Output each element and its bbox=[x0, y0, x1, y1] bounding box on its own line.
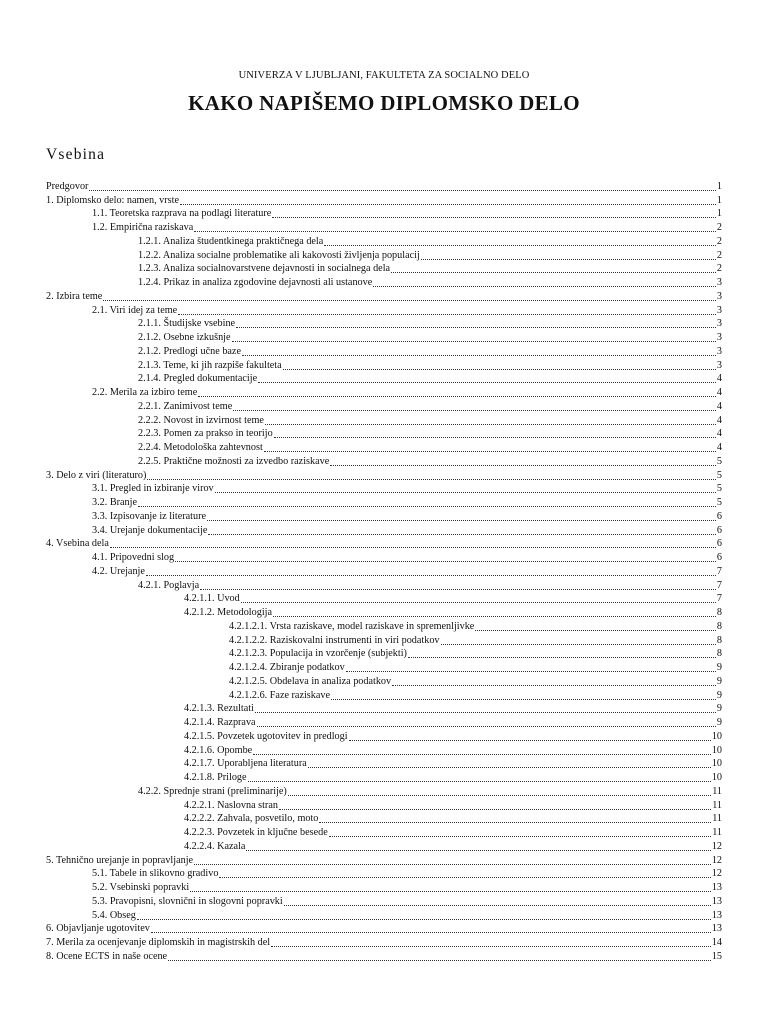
toc-entry-label: 4.2. Urejanje bbox=[92, 565, 145, 577]
toc-entry-label: 4.2.2. Sprednje strani (preliminarije) bbox=[138, 785, 287, 797]
toc-entry-label: 1.2. Empirična raziskava bbox=[92, 222, 194, 233]
toc-entry[interactable] bbox=[46, 482, 722, 496]
toc-entry[interactable] bbox=[46, 578, 722, 592]
toc-entry-label: 2.1.2. Osebne izkušnje bbox=[138, 332, 231, 343]
toc-dot-leader bbox=[194, 855, 711, 867]
toc-entry-page-number: 2 bbox=[716, 249, 722, 261]
toc-dot-leader bbox=[421, 250, 716, 262]
toc-entry-label: 2.2.4. Metodološka zahtevnost bbox=[138, 442, 263, 453]
toc-entry[interactable] bbox=[46, 275, 722, 289]
toc-entry[interactable] bbox=[46, 317, 722, 331]
toc-entry[interactable] bbox=[46, 495, 722, 509]
toc-entry-page-number: 6 bbox=[716, 510, 722, 522]
toc-entry-page-number: 8 bbox=[716, 620, 722, 632]
toc-entry[interactable] bbox=[46, 729, 722, 743]
toc-entry[interactable] bbox=[46, 330, 722, 344]
toc-dot-leader bbox=[272, 208, 716, 220]
toc-dot-leader bbox=[319, 813, 711, 825]
toc-dot-leader bbox=[271, 937, 711, 949]
toc-entry-label: 4.2.1.3. Rezultati bbox=[184, 703, 254, 715]
toc-dot-leader bbox=[331, 690, 716, 702]
toc-entry-label: 4.2.1.2.1. Vrsta raziskave, model raziskave in spremenljivke bbox=[229, 620, 475, 632]
toc-entry-label: 5.2. Vsebinski popravki bbox=[92, 882, 190, 893]
toc-dot-leader bbox=[330, 456, 716, 468]
toc-entry-page-number: 4 bbox=[716, 387, 722, 398]
toc-dot-leader bbox=[284, 896, 711, 908]
toc-entry-page-number: 9 bbox=[716, 689, 722, 701]
toc-entry-page-number: 10 bbox=[711, 758, 722, 770]
toc-entry[interactable] bbox=[46, 702, 722, 716]
toc-dot-leader bbox=[151, 923, 711, 935]
toc-dot-leader bbox=[103, 291, 716, 303]
toc-dot-leader bbox=[274, 428, 716, 440]
toc-entry-label: 4.2.1.4. Razprava bbox=[184, 717, 256, 728]
toc-entry-label: 4.2.1.1. Uvod bbox=[184, 593, 240, 605]
toc-entry[interactable] bbox=[46, 949, 722, 963]
toc-entry[interactable] bbox=[46, 619, 722, 633]
toc-dot-leader bbox=[198, 387, 716, 399]
toc-entry-page-number: 9 bbox=[716, 662, 722, 673]
toc-dot-leader bbox=[146, 566, 716, 578]
toc-entry-page-number: 6 bbox=[716, 538, 722, 550]
toc-entry-label: 4.2.1.2.2. Raziskovalni instrumenti in viri podatkov bbox=[229, 634, 440, 646]
toc-entry[interactable] bbox=[46, 509, 722, 523]
toc-dot-leader bbox=[236, 318, 716, 330]
toc-entry[interactable] bbox=[46, 605, 722, 619]
toc-dot-leader bbox=[283, 360, 716, 372]
toc-entry-page-number: 2 bbox=[716, 222, 722, 233]
toc-entry-label: 3.1. Pregled in izbiranje virov bbox=[92, 483, 214, 495]
toc-entry-label: 4.2.2.2. Zahvala, posvetilo, moto bbox=[184, 813, 319, 825]
toc-entry[interactable] bbox=[46, 688, 722, 702]
toc-entry-label: 3.2. Branje bbox=[92, 497, 137, 508]
toc-entry-page-number: 2 bbox=[716, 263, 722, 275]
toc-entry-page-number: 10 bbox=[711, 730, 722, 742]
toc-entry[interactable] bbox=[46, 537, 722, 551]
toc-dot-leader bbox=[194, 222, 716, 234]
toc-entry-page-number: 13 bbox=[711, 909, 722, 921]
toc-entry-label: 6. Objavljanje ugotovitev bbox=[46, 923, 150, 935]
toc-dot-leader bbox=[253, 745, 711, 757]
toc-entry-page-number: 3 bbox=[716, 332, 722, 343]
toc-entry-label: 5. Tehnično urejanje in popravljanje bbox=[46, 854, 194, 866]
toc-entry-page-number: 3 bbox=[716, 277, 722, 288]
toc-entry-page-number: 6 bbox=[716, 524, 722, 536]
toc-entry-page-number: 9 bbox=[716, 703, 722, 715]
institution-header: UNIVERZA V LJUBLJANI, FAKULTETA ZA SOCIALNO DELO bbox=[238, 70, 530, 81]
toc-entry[interactable] bbox=[46, 798, 722, 812]
toc-entry-page-number: 1 bbox=[716, 180, 722, 192]
table-of-contents bbox=[46, 179, 722, 963]
toc-dot-leader bbox=[346, 662, 716, 674]
toc-entry-page-number: 8 bbox=[716, 607, 722, 618]
toc-entry-label: 1.2.2. Analiza socialne problematike ali kakovosti življenja populacij bbox=[138, 249, 420, 261]
toc-dot-leader bbox=[219, 868, 710, 880]
toc-dot-leader bbox=[232, 332, 716, 344]
toc-entry-label: 4.2.1.7. Uporabljena literatura bbox=[184, 758, 307, 770]
toc-entry-page-number: 3 bbox=[716, 290, 722, 302]
toc-entry-label: 4.2.1.2.5. Obdelava in analiza podatkov bbox=[229, 675, 392, 687]
toc-entry-label: 4.2.1.2.3. Populacija in vzorčenje (subjekti) bbox=[229, 648, 407, 660]
toc-entry-label: 4.2.2.1. Naslovna stran bbox=[184, 799, 278, 811]
toc-entry-label: 2.2.2. Novost in izvirnost teme bbox=[138, 414, 264, 426]
toc-dot-leader bbox=[264, 442, 716, 454]
toc-dot-leader bbox=[408, 648, 716, 660]
toc-entry[interactable] bbox=[46, 867, 722, 881]
toc-dot-leader bbox=[349, 731, 711, 743]
toc-dot-leader bbox=[279, 800, 711, 812]
toc-entry[interactable] bbox=[46, 908, 722, 922]
toc-entry[interactable] bbox=[46, 743, 722, 757]
toc-dot-leader bbox=[178, 305, 716, 317]
toc-entry-page-number: 11 bbox=[712, 827, 722, 838]
toc-entry-label: 7. Merila za ocenjevanje diplomskih in magistrskih del bbox=[46, 937, 271, 948]
toc-entry-label: 2.1.3. Teme, ki jih razpiše fakulteta bbox=[138, 359, 282, 371]
toc-entry-label: 4.2.2.4. Kazala bbox=[184, 840, 246, 852]
toc-entry-page-number: 7 bbox=[716, 593, 722, 605]
toc-entry-label: 3.4. Urejanje dokumentacije bbox=[92, 524, 208, 536]
toc-entry-label: 1.2.4. Prikaz in analiza zgodovine dejavnosti ali ustanove bbox=[138, 277, 373, 288]
toc-entry[interactable] bbox=[46, 839, 722, 853]
toc-entry-page-number: 5 bbox=[716, 469, 722, 481]
toc-entry-page-number: 1 bbox=[716, 208, 722, 220]
toc-entry[interactable] bbox=[46, 647, 722, 661]
toc-entry-label: 4.2.1.2. Metodologija bbox=[184, 607, 273, 618]
toc-entry[interactable] bbox=[46, 289, 722, 303]
toc-entry[interactable] bbox=[46, 853, 722, 867]
toc-entry-label: 2.1. Viri idej za teme bbox=[92, 304, 178, 316]
toc-entry-label: 5.3. Pravopisni, slovnični in slogovni popravki bbox=[92, 895, 283, 907]
toc-entry[interactable] bbox=[46, 372, 722, 386]
toc-entry-page-number: 13 bbox=[711, 882, 722, 893]
toc-entry-page-number: 8 bbox=[716, 648, 722, 660]
toc-entry-label: 4.2.1.2.6. Faze raziskave bbox=[229, 689, 330, 701]
toc-entry-page-number: 15 bbox=[711, 950, 722, 962]
toc-entry-page-number: 4 bbox=[716, 428, 722, 440]
toc-dot-leader bbox=[475, 621, 716, 633]
toc-dot-leader bbox=[190, 882, 711, 894]
toc-dot-leader bbox=[329, 827, 711, 839]
toc-entry-label: 5.4. Obseg bbox=[92, 909, 136, 921]
toc-entry-page-number: 5 bbox=[716, 497, 722, 508]
toc-entry[interactable] bbox=[46, 248, 722, 262]
toc-entry-label: 1.1. Teoretska razprava na podlagi literature bbox=[92, 208, 272, 220]
toc-dot-leader bbox=[138, 497, 716, 509]
toc-dot-leader bbox=[258, 373, 716, 385]
toc-entry[interactable] bbox=[46, 358, 722, 372]
toc-entry-page-number: 9 bbox=[716, 675, 722, 687]
toc-dot-leader bbox=[288, 786, 711, 798]
toc-entry-page-number: 11 bbox=[712, 799, 722, 811]
toc-dot-leader bbox=[255, 703, 716, 715]
toc-dot-leader bbox=[248, 772, 711, 784]
toc-entry[interactable] bbox=[46, 427, 722, 441]
toc-entry-page-number: 3 bbox=[716, 359, 722, 371]
toc-entry-label: 2.2.3. Pomen za prakso in teorijo bbox=[138, 428, 273, 440]
toc-entry-page-number: 8 bbox=[716, 634, 722, 646]
toc-dot-leader bbox=[391, 263, 716, 275]
toc-dot-leader bbox=[324, 236, 716, 248]
toc-entry-page-number: 5 bbox=[716, 455, 722, 467]
toc-dot-leader bbox=[200, 580, 716, 592]
toc-dot-leader bbox=[273, 607, 716, 619]
toc-entry[interactable] bbox=[46, 757, 722, 771]
toc-entry-label: 2. Izbira teme bbox=[46, 290, 103, 302]
toc-entry-page-number: 7 bbox=[716, 579, 722, 591]
toc-entry-label: 4.2.1. Poglavja bbox=[138, 579, 200, 591]
toc-entry-label: 4.2.1.8. Priloge bbox=[184, 772, 247, 783]
toc-entry-page-number: 7 bbox=[716, 565, 722, 577]
toc-dot-leader bbox=[392, 676, 716, 688]
toc-entry[interactable] bbox=[46, 234, 722, 248]
toc-dot-leader bbox=[147, 470, 715, 482]
toc-dot-leader bbox=[168, 951, 711, 963]
toc-entry[interactable] bbox=[46, 385, 722, 399]
toc-entry-label: 8. Ocene ECTS in naše ocene bbox=[46, 950, 168, 962]
toc-dot-leader bbox=[207, 511, 716, 523]
toc-entry-label: 4. Vsebina dela bbox=[46, 538, 109, 550]
toc-entry-label: 2.1.4. Pregled dokumentacije bbox=[138, 373, 258, 385]
toc-entry[interactable] bbox=[46, 660, 722, 674]
toc-entry[interactable] bbox=[46, 633, 722, 647]
toc-entry-page-number: 3 bbox=[716, 318, 722, 330]
toc-entry[interactable] bbox=[46, 207, 722, 221]
toc-dot-leader bbox=[215, 483, 716, 495]
toc-entry-page-number: 4 bbox=[716, 400, 722, 412]
toc-entry-label: 2.2. Merila za izbiro teme bbox=[92, 387, 198, 398]
toc-entry-page-number: 12 bbox=[711, 868, 722, 880]
toc-dot-leader bbox=[137, 910, 711, 922]
toc-entry-label: 2.2.5. Praktične možnosti za izvedbo raziskave bbox=[138, 455, 330, 467]
toc-entry[interactable] bbox=[46, 193, 722, 207]
toc-entry-page-number: 4 bbox=[716, 442, 722, 453]
toc-entry[interactable] bbox=[46, 592, 722, 606]
toc-entry-label: 4.2.1.5. Povzetek ugotovitev in predlogi bbox=[184, 730, 348, 742]
toc-entry[interactable] bbox=[46, 880, 722, 894]
toc-entry-label: 1.2.1. Analiza študentkinega praktičnega dela bbox=[138, 235, 324, 247]
contents-heading: Vsebina bbox=[46, 146, 106, 163]
toc-entry-page-number: 5 bbox=[716, 483, 722, 495]
toc-entry-page-number: 3 bbox=[716, 345, 722, 357]
toc-entry[interactable] bbox=[46, 564, 722, 578]
toc-entry-page-number: 12 bbox=[711, 840, 722, 852]
toc-entry[interactable] bbox=[46, 179, 722, 193]
toc-entry-label: 2.2.1. Zanimivost teme bbox=[138, 400, 233, 412]
toc-entry[interactable] bbox=[46, 825, 722, 839]
toc-entry-page-number: 14 bbox=[711, 937, 722, 948]
toc-entry-label: 4.2.1.6. Opombe bbox=[184, 744, 253, 756]
toc-entry[interactable] bbox=[46, 413, 722, 427]
toc-entry-label: 3. Delo z viri (literaturo) bbox=[46, 469, 147, 481]
toc-entry-label: 4.1. Pripovedni slog bbox=[92, 552, 175, 563]
toc-entry-label: 1.2.3. Analiza socialnovarstvene dejavnosti in socialnega dela bbox=[138, 263, 391, 275]
toc-dot-leader bbox=[441, 635, 716, 647]
toc-entry-page-number: 4 bbox=[716, 373, 722, 385]
toc-dot-leader bbox=[257, 717, 716, 729]
toc-dot-leader bbox=[208, 525, 715, 537]
toc-entry-page-number: 10 bbox=[711, 772, 722, 783]
toc-entry-page-number: 12 bbox=[711, 854, 722, 866]
toc-entry-label: 5.1. Tabele in slikovno gradivo bbox=[92, 868, 219, 880]
toc-dot-leader bbox=[89, 181, 715, 193]
toc-entry[interactable] bbox=[46, 770, 722, 784]
document-title: KAKO NAPIŠEMO DIPLOMSKO DELO bbox=[188, 91, 580, 115]
toc-entry-page-number: 10 bbox=[711, 744, 722, 756]
toc-dot-leader bbox=[110, 538, 716, 550]
toc-dot-leader bbox=[180, 195, 716, 207]
toc-dot-leader bbox=[246, 841, 710, 853]
toc-entry[interactable] bbox=[46, 220, 722, 234]
toc-entry-page-number: 2 bbox=[716, 235, 722, 247]
toc-entry-page-number: 11 bbox=[712, 813, 722, 825]
toc-entry[interactable] bbox=[46, 784, 722, 798]
toc-entry-label: 1. Diplomsko delo: namen, vrste bbox=[46, 194, 179, 206]
toc-entry[interactable] bbox=[46, 894, 722, 908]
toc-entry[interactable] bbox=[46, 715, 722, 729]
toc-dot-leader bbox=[265, 415, 716, 427]
toc-entry[interactable] bbox=[46, 303, 722, 317]
toc-entry-page-number: 4 bbox=[716, 414, 722, 426]
toc-entry[interactable] bbox=[46, 440, 722, 454]
toc-entry-page-number: 3 bbox=[716, 304, 722, 316]
toc-dot-leader bbox=[233, 401, 716, 413]
toc-entry-page-number: 13 bbox=[711, 923, 722, 935]
toc-entry[interactable] bbox=[46, 454, 722, 468]
toc-entry[interactable] bbox=[46, 922, 722, 936]
toc-entry-page-number: 6 bbox=[716, 552, 722, 563]
toc-entry[interactable] bbox=[46, 344, 722, 358]
toc-entry[interactable] bbox=[46, 468, 722, 482]
toc-entry-label: 4.2.2.3. Povzetek in ključne besede bbox=[184, 827, 328, 838]
toc-dot-leader bbox=[308, 758, 711, 770]
toc-entry[interactable] bbox=[46, 935, 722, 949]
toc-entry-page-number: 13 bbox=[711, 895, 722, 907]
toc-entry[interactable] bbox=[46, 262, 722, 276]
toc-entry[interactable] bbox=[46, 399, 722, 413]
toc-entry-label: 2.1.1. Študijske vsebine bbox=[138, 318, 236, 330]
toc-entry-label: 4.2.1.2.4. Zbiranje podatkov bbox=[229, 662, 345, 673]
toc-dot-leader bbox=[373, 277, 716, 289]
toc-entry-page-number: 11 bbox=[712, 785, 722, 797]
toc-entry[interactable] bbox=[46, 674, 722, 688]
toc-dot-leader bbox=[175, 552, 716, 564]
toc-entry-page-number: 1 bbox=[716, 194, 722, 206]
toc-dot-leader bbox=[242, 346, 716, 358]
toc-entry-label: 2.1.2. Predlogi učne baze bbox=[138, 345, 241, 357]
toc-entry[interactable] bbox=[46, 523, 722, 537]
toc-entry[interactable] bbox=[46, 812, 722, 826]
toc-dot-leader bbox=[241, 593, 716, 605]
toc-entry-page-number: 9 bbox=[716, 717, 722, 728]
toc-entry-label: Predgovor bbox=[46, 180, 89, 192]
toc-entry[interactable] bbox=[46, 550, 722, 564]
toc-entry-label: 3.3. Izpisovanje iz literature bbox=[92, 510, 206, 522]
